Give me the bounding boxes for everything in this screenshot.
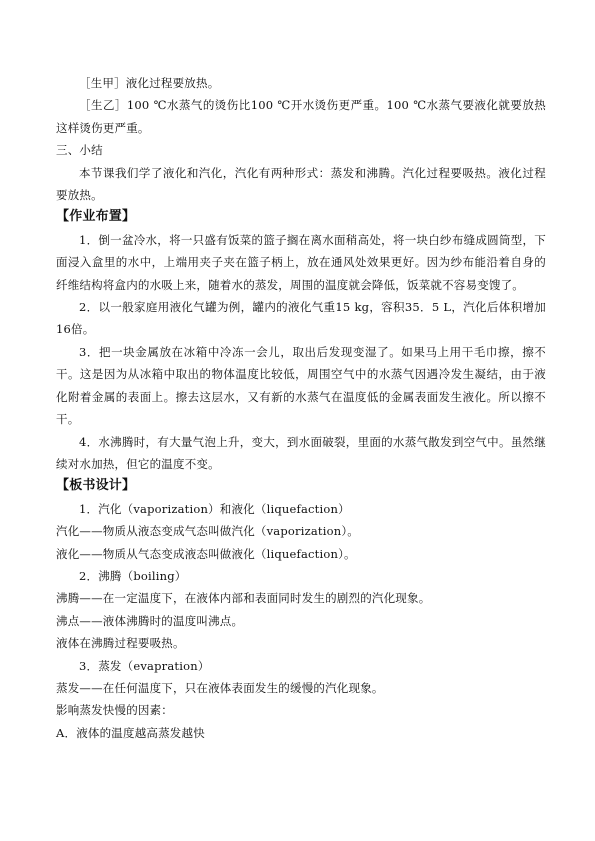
summary-text: 本节课我们学了液化和汽化，汽化有两种形式：蒸发和沸腾。汽化过程要吸热。液化过程要放热。: [56, 165, 546, 203]
board-line: 蒸发——在任何温度下，只在液体表面发生的缓慢的汽化现象。: [56, 680, 384, 695]
summary-title: 三、小结: [56, 143, 103, 158]
board-line: 影响蒸发快慢的因素：: [56, 703, 173, 718]
board-heading: 【板书设计】: [56, 478, 136, 494]
page-content: [56, 72, 546, 744]
board-line: 3．蒸发（evapration）: [79, 658, 210, 673]
board-line: 沸点——液体沸腾时的温度叫沸点。: [56, 613, 244, 628]
board-line: 液化——物质从气态变成液态叫做液化（liquefaction）。: [56, 546, 356, 561]
homework-item: 2．以一般家庭用液化气罐为例，罐内的液化气重15 kg，容积35．5 L，汽化后体积增加16倍。: [56, 300, 546, 337]
board-line: 2．沸腾（boiling）: [79, 568, 187, 583]
homework-item: 1．倒一盆冷水，将一只盛有饭菜的篮子搁在离水面稍高处，将一块白纱布缝成圆筒型，下面浸入盒里的水中，上端用夹子夹在篮子柄上，放在通风处效果更好。因为纱布能沿着自身的纤维结构将盒内的水吸上来，随着水的蒸发，周围的温度就会降低，饭菜就不容易变馊了。: [56, 232, 546, 292]
board-line: A．液体的温度越高蒸发越快: [56, 725, 205, 740]
homework-item: 4．水沸腾时，有大量气泡上升，变大，到水面破裂，里面的水蒸气散发到空气中。虽然继续对水加热，但它的温度不变。: [56, 434, 546, 471]
homework-item: 3．把一块金属放在冰箱中冷冻一会儿，取出后发现变湿了。如果马上用干毛巾擦，擦不干。这是因为从冰箱中取出的物体温度比较低，周围空气中的水蒸气因遇冷发生凝结，由于液化附着金属的表面上。擦去这层水，又有新的水蒸气在温度低的金属表面发生液化。所以擦不干。: [56, 344, 546, 427]
board-line: 1．汽化（vaporization）和液化（liquefaction）: [79, 501, 350, 516]
homework-heading: 【作业布置】: [56, 209, 136, 225]
student-b-remark: ［生乙］100 ℃水蒸气的烫伤比100 ℃开水烫伤更严重。100 ℃水蒸气要液化就要放热这样烫伤更严重。: [56, 98, 546, 135]
student-a-remark: ［生甲］液化过程要放热。: [79, 76, 220, 90]
board-line: 液体在沸腾过程要吸热。: [56, 636, 185, 651]
board-line: 汽化——物质从液态变成气态叫做汽化（vaporization）。: [56, 524, 360, 539]
board-line: 沸腾——在一定温度下，在液体内部和表面同时发生的剧烈的汽化现象。: [56, 591, 431, 606]
